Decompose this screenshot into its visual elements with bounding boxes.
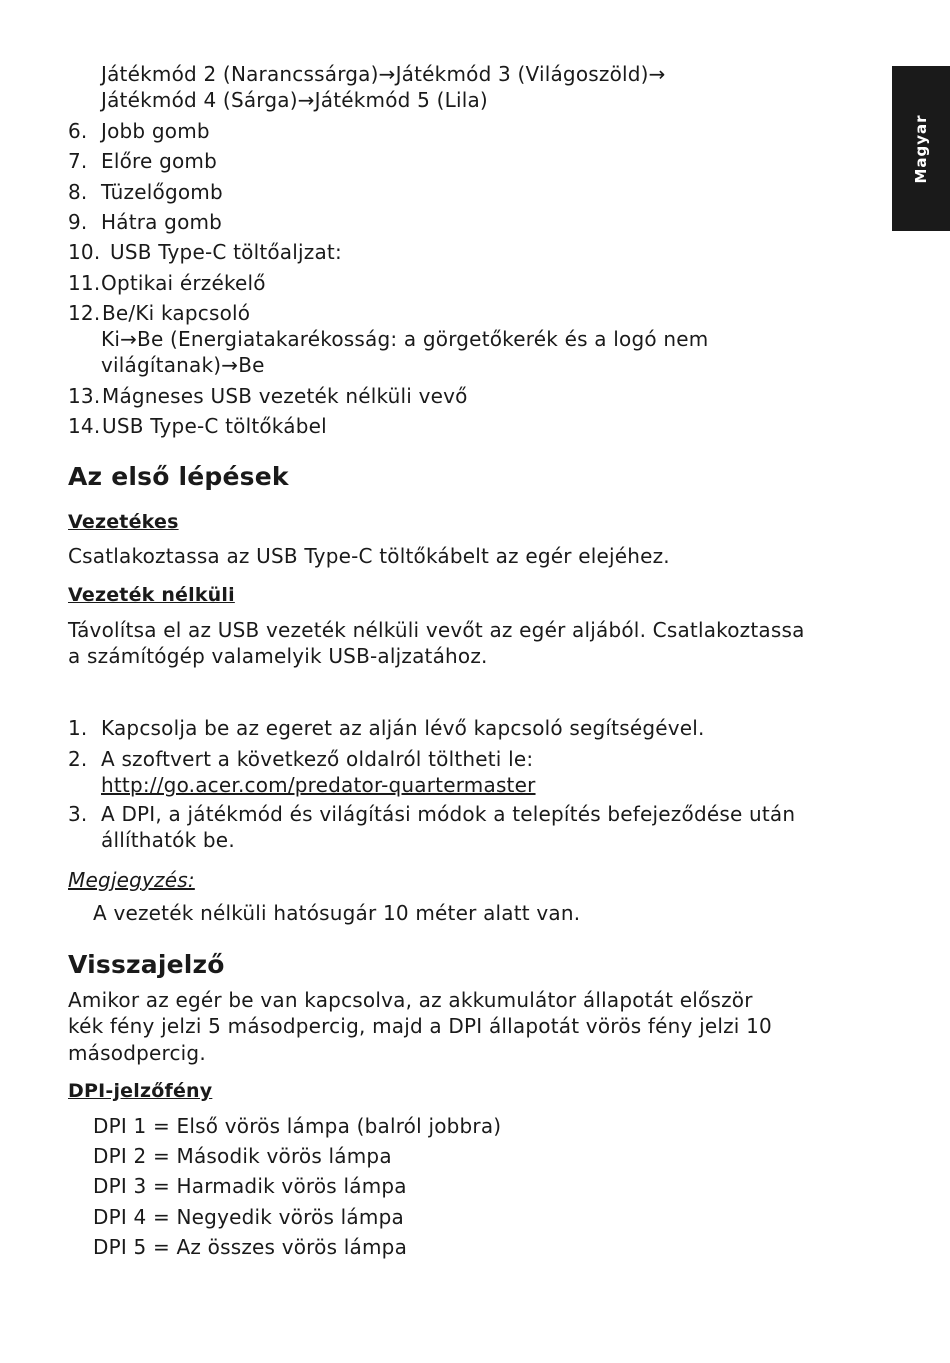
dpi-line: DPI 3 = Harmadik vörös lámpa — [93, 1174, 407, 1198]
step-text-line-2: állíthatók be. — [101, 828, 235, 852]
list-item-text-line-3: világítanak)→Be — [101, 353, 265, 377]
download-link[interactable]: http://go.acer.com/predator-quartermaster — [101, 773, 536, 797]
list-item-number: 10. — [68, 240, 101, 264]
list-item-number: 7. — [68, 149, 88, 173]
step-text: Kapcsolja be az egeret az alján lévő kapcsoló segítségével. — [101, 716, 705, 740]
mode-list-continuation-line-2: Játékmód 4 (Sárga)→Játékmód 5 (Lila) — [101, 88, 488, 112]
list-item-number: 12. — [68, 301, 101, 325]
step-number: 2. — [68, 747, 88, 771]
step-text: A DPI, a játékmód és világítási módok a telepítés befejeződése után — [101, 802, 796, 826]
list-item-number: 6. — [68, 119, 88, 143]
list-item-text: Be/Ki kapcsoló — [102, 301, 251, 325]
list-item-text: Jobb gomb — [101, 119, 210, 143]
mode-list-continuation-line-1: Játékmód 2 (Narancssárga)→Játékmód 3 (Világoszöld)→ — [101, 62, 666, 86]
list-item-number: 8. — [68, 180, 88, 204]
list-item-text: Előre gomb — [101, 149, 217, 173]
list-item-number: 9. — [68, 210, 88, 234]
step-number: 3. — [68, 802, 88, 826]
list-item-text: Mágneses USB vezeték nélküli vevő — [102, 384, 468, 408]
dpi-line: DPI 4 = Negyedik vörös lámpa — [93, 1205, 404, 1229]
wired-paragraph: Csatlakoztassa az USB Type-C töltőkábelt az egér elejéhez. — [68, 544, 670, 568]
list-item-text: USB Type-C töltőaljzat: — [110, 240, 342, 264]
list-item-text: Optikai érzékelő — [101, 271, 266, 295]
indicator-paragraph-line-3: másodpercig. — [68, 1041, 206, 1065]
subsection-title-wireless: Vezeték nélküli — [68, 584, 235, 606]
list-item-text: USB Type-C töltőkábel — [102, 414, 327, 438]
dpi-line: DPI 1 = Első vörös lámpa (balról jobbra) — [93, 1114, 502, 1138]
dpi-line: DPI 5 = Az összes vörös lámpa — [93, 1235, 408, 1259]
language-tab-label: Magyar — [912, 113, 930, 184]
step-text: A szoftvert a következő oldalról töltheti le: — [101, 747, 534, 771]
list-item-number: 11. — [68, 271, 101, 295]
list-item-number: 14. — [68, 414, 101, 438]
indicator-paragraph-line-1: Amikor az egér be van kapcsolva, az akkumulátor állapotát először — [68, 988, 753, 1012]
list-item-text: Tüzelőgomb — [101, 180, 223, 204]
note-text: A vezeték nélküli hatósugár 10 méter alatt van. — [93, 901, 581, 925]
list-item-text-line-2: Ki→Be (Energiatakarékosság: a görgetőkerék és a logó nem — [101, 327, 709, 351]
subsection-title-wired: Vezetékes — [68, 511, 179, 533]
section-title-getting-started: Az első lépések — [68, 462, 289, 491]
wireless-paragraph-line-2: a számítógép valamelyik USB-aljzatához. — [68, 644, 488, 668]
dpi-line: DPI 2 = Második vörös lámpa — [93, 1144, 392, 1168]
wireless-paragraph-line-1: Távolítsa el az USB vezeték nélküli vevőt az egér aljából. Csatlakoztassa — [68, 618, 805, 642]
subsection-title-dpi: DPI-jelzőfény — [68, 1080, 213, 1102]
note-label: Megjegyzés: — [68, 868, 195, 892]
indicator-paragraph-line-2: kék fény jelzi 5 másodpercig, majd a DPI állapotát vörös fény jelzi 10 — [68, 1014, 772, 1038]
language-tab — [892, 66, 950, 231]
list-item-number: 13. — [68, 384, 101, 408]
step-number: 1. — [68, 716, 88, 740]
list-item-text: Hátra gomb — [101, 210, 223, 234]
section-title-indicator: Visszajelző — [68, 950, 225, 979]
